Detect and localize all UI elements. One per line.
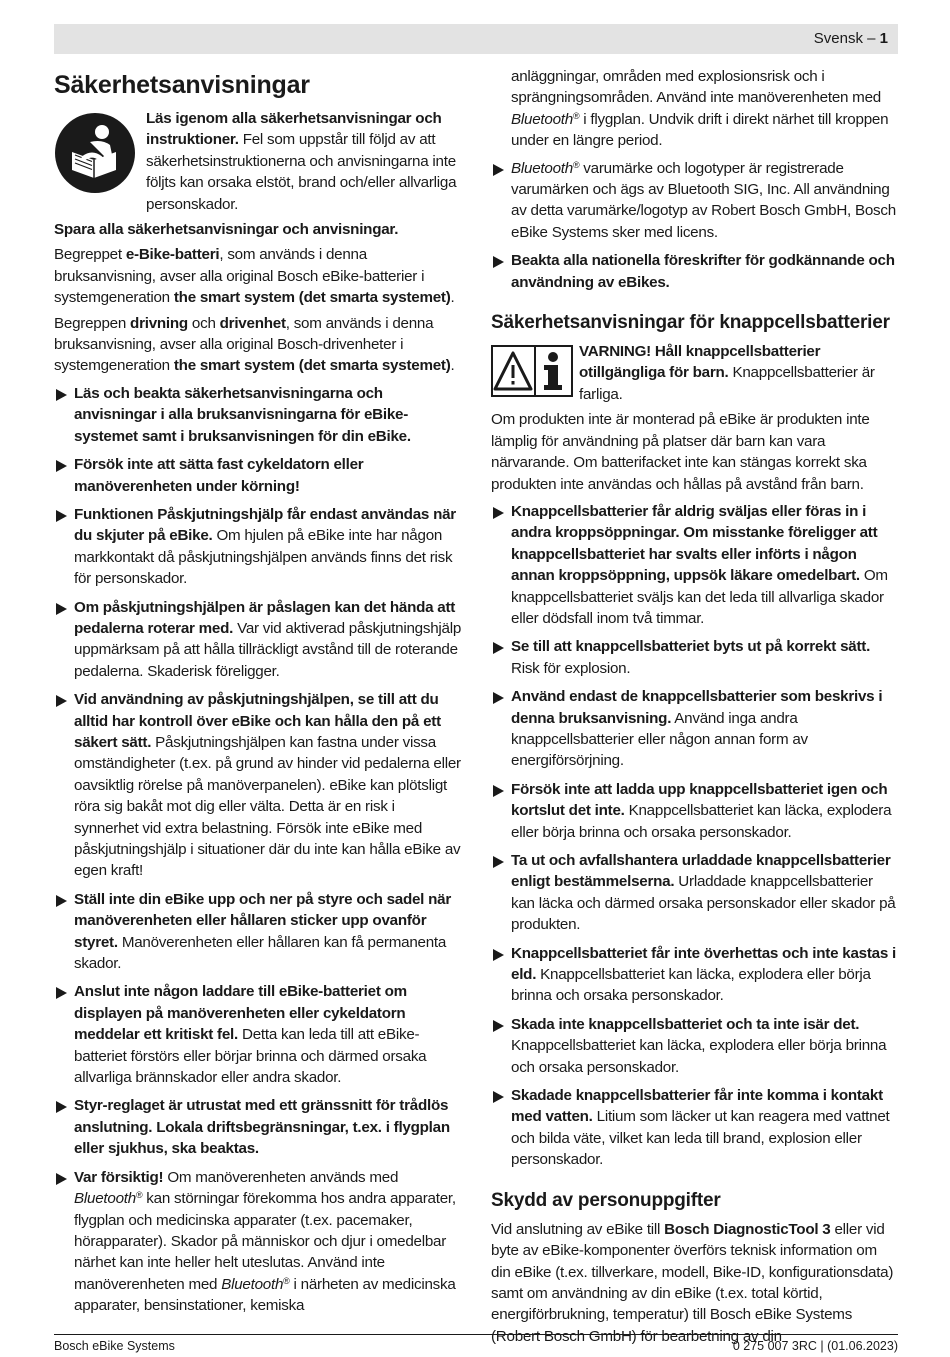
intro-block [54, 108, 462, 215]
careful-continuation: anläggningar, områden med explosionsrisk och i sprängningsområden. Använd inte manöverenheten med Bluetooth® i flygplan. Undvik drift i direkt närhet till kroppen under en längre period. [511, 68, 889, 150]
page-header [54, 24, 898, 54]
privacy-text: Vid anslutning av eBike till Bosch DiagnosticTool 3 eller vid byte av eBike-komponenter överförs teknisk information om din eBike (t.ex. tillverkare, modell, Bike-ID, konfigurationsdata) samt om användning av din eBike (t.ex. total körtid, energiförbrukning, temperatur) till Bosch eBike Systems (Robert Bosch GmbH) för bearbetning av din [491, 1220, 894, 1345]
privacy-section-title: Skydd av personuppgifter [491, 1189, 721, 1211]
coin-cell-section-title: Säkerhetsanvisningar för knappcellsbatterier [491, 312, 890, 334]
right-column [491, 66, 899, 1351]
page-number: 1 [879, 30, 888, 47]
list-item: Skada inte knappcellsbatteriet och ta inte isär det. Knappcellsbatteriet kan läcka, explodera eller börja brinna och orsaka personskador. [491, 1014, 899, 1078]
list-item: Försök inte att sätta fast cykeldatorn eller manöverenheten under körning! [54, 454, 462, 497]
warning-info-icon [491, 345, 573, 397]
list-item: Funktionen Påskjutningshjälp får endast användas när du skjuter på eBike. Om hjulen på eBike inte har någon markkontakt då påskjutningshjälpen används finns det risk för personskador. [54, 504, 462, 590]
list-item: Beakta alla nationella föreskrifter för godkännande och användning av eBikes. [491, 250, 899, 293]
footer-doc-number: 0 275 007 3RC | (01.06.2023) [732, 1339, 898, 1353]
list-item: Ta ut och avfallshantera urladdade knappcellsbatterier enligt bestämmelserna. Urladdade knappcellsbatterier kan läcka och därmed orsaka personskador eller skador på produkten. [491, 850, 899, 936]
warning-text: VARNING! Håll knappcellsbatterier otillgängliga för barn. Knappcellsbatterier är farliga. [579, 343, 875, 403]
coin-cell-bullet-list [491, 501, 899, 1171]
header-separator: – [862, 30, 880, 47]
read-manual-icon [54, 112, 136, 194]
list-item: Vid användning av påskjutningshjälpen, se till att du alltid har kontroll över eBike och kan hålla den på ett säkert sätt. Påskjutningshjälpen kan fastna under vissa omständigheter (t.ex. på grund av hinder vid pedalerna eller oavsiktlig rörelse på manöverpanelen). eBike kan plötsligt röra sig bakåt mot dig eller välta. Detta är en risk i synnerhet vid extra belastning. Försök inte eBike med påskjutningshjälp i situationer där du inte kan hålla eBike av egen kraft! [54, 689, 462, 882]
list-item: Skadade knappcellsbatterier får inte komma i kontakt med vatten. Litium som läcker ut kan reagera med vattnet och bilda väte, vilket kan leda till brand, explosion eller personskador. [491, 1085, 899, 1171]
list-item-careful: Var försiktig! Om manöverenheten används med Bluetooth® kan störningar förekomma hos andra apparater, flygplan och medicinska apparater (t.ex. pacemaker, hörapparater). Skador på människor och djur i omedelbar närhet kan inte heller helt uteslutas. Använd inte manöverenheten med Bluetooth® i närheten av medicinska apparater, bensinstationer, kemiska [54, 1167, 462, 1317]
list-item: Knappcellsbatteriet får inte överhettas och inte kastas i eld. Knappcellsbatteriet kan läcka, explodera eller börja brinna och orsaka personskador. [491, 943, 899, 1007]
list-item: Se till att knappcellsbatteriet byts ut på korrekt sätt. Risk för explosion. [491, 636, 899, 679]
intro-text [146, 108, 462, 215]
list-item: Anslut inte någon laddare till eBike-batteriet om displayen på manöverenheten eller cykeldatorn meddelar ett kritiskt fel. Detta kan leda till att eBike-batteriet förstörs eller börjar brinna och därmed orsaka allvarliga brännskador eller andra skador. [54, 981, 462, 1088]
list-item: Försök inte att ladda upp knappcellsbatteriet igen och kortslut det inte. Knappcellsbatteriet kan läcka, explodera eller börja brinna och orsaka personskador. [491, 779, 899, 843]
list-item: Styr-reglaget är utrustat med ett gränssnitt för trådlös anslutning. Lokala driftsbegränsningar, t.ex. i flygplan eller sjukhus, ska beaktas. [54, 1095, 462, 1159]
list-item: Läs och beakta säkerhetsanvisningarna och anvisningar i alla bruksanvisningarna för eBike-systemet samt i bruksanvisningen för din eBike. [54, 383, 462, 447]
header-label [814, 30, 888, 47]
left-column [54, 66, 462, 1324]
intro-bold: Läs igenom alla säkerhetsanvisningar och instruktioner. [146, 110, 442, 149]
header-language: Svensk [813, 30, 863, 47]
page-title: Säkerhetsanvisningar [54, 71, 310, 99]
safety-bullet-list [54, 383, 462, 1317]
warning-block [491, 341, 899, 405]
coin-cell-intro: Om produkten inte är monterad på eBike är produkten inte lämplig för användning på platser där barn kan vara närvarande. Om batterifacket inte kan stängas korrekt ska produkten inte användas och hållas på avstånd från barn. [491, 411, 870, 493]
intro-rest: Fel som uppstår till följd av att säkerhetsinstruktionerna och anvisningarna inte följts kan orsaka elstöt, brand och/eller allvarliga personskador. [146, 131, 457, 213]
paragraph-ebike-battery: Begreppet e-Bike-batteri, som används i denna bruksanvisning, avser alla original Bosch eBike-batterier i systemgeneration the smart system (det smarta systemet). [54, 246, 455, 307]
save-instructions: Spara alla säkerhetsanvisningar och anvisningar. [54, 221, 399, 239]
bluetooth-bullet-list [491, 158, 899, 293]
paragraph-drive-unit: Begreppen drivning och drivenhet, som används i denna bruksanvisning, avser alla original Bosch-drivenheter i systemgeneration the smart system (det smarta systemet). [54, 314, 455, 375]
list-item: Bluetooth® varumärke och logotyper är registrerade varumärken och ägs av Bluetooth SIG, Inc. All användning av detta varumärke/logotyp av Robert Bosch GmbH, Bosch eBike Systems sker med licens. [491, 158, 899, 244]
footer-divider [54, 1334, 898, 1335]
list-item: Knappcellsbatterier får aldrig sväljas eller föras in i andra kroppsöppningar. Om misstanke föreligger att knappcellsbatteriet har svalts eller införts i någon annan kroppsöppning, uppsök läkare omedelbart. Om knappcellsbatteriet sväljs kan det leda till allvarliga skador eller dödsfall inom två timmar. [491, 501, 899, 629]
list-item: Om påskjutningshjälpen är påslagen kan det hända att pedalerna roterar med. Var vid aktiverad påskjutningshjälp uppmärksam på att hålla tillräckligt avstånd till de roterande pedalerna. Skaderisk föreligger. [54, 597, 462, 683]
footer-brand: Bosch eBike Systems [54, 1339, 175, 1353]
list-item: Använd endast de knappcellsbatterier som beskrivs i denna bruksanvisning. Använd inga andra knappcellsbatterier eller någon annan form av energiförsörjning. [491, 686, 899, 772]
list-item: Ställ inte din eBike upp och ner på styre och sadel när manöverenheten eller hållaren sticker upp ovanför styret. Manöverenheten eller hållaren kan få permanenta skador. [54, 889, 462, 975]
